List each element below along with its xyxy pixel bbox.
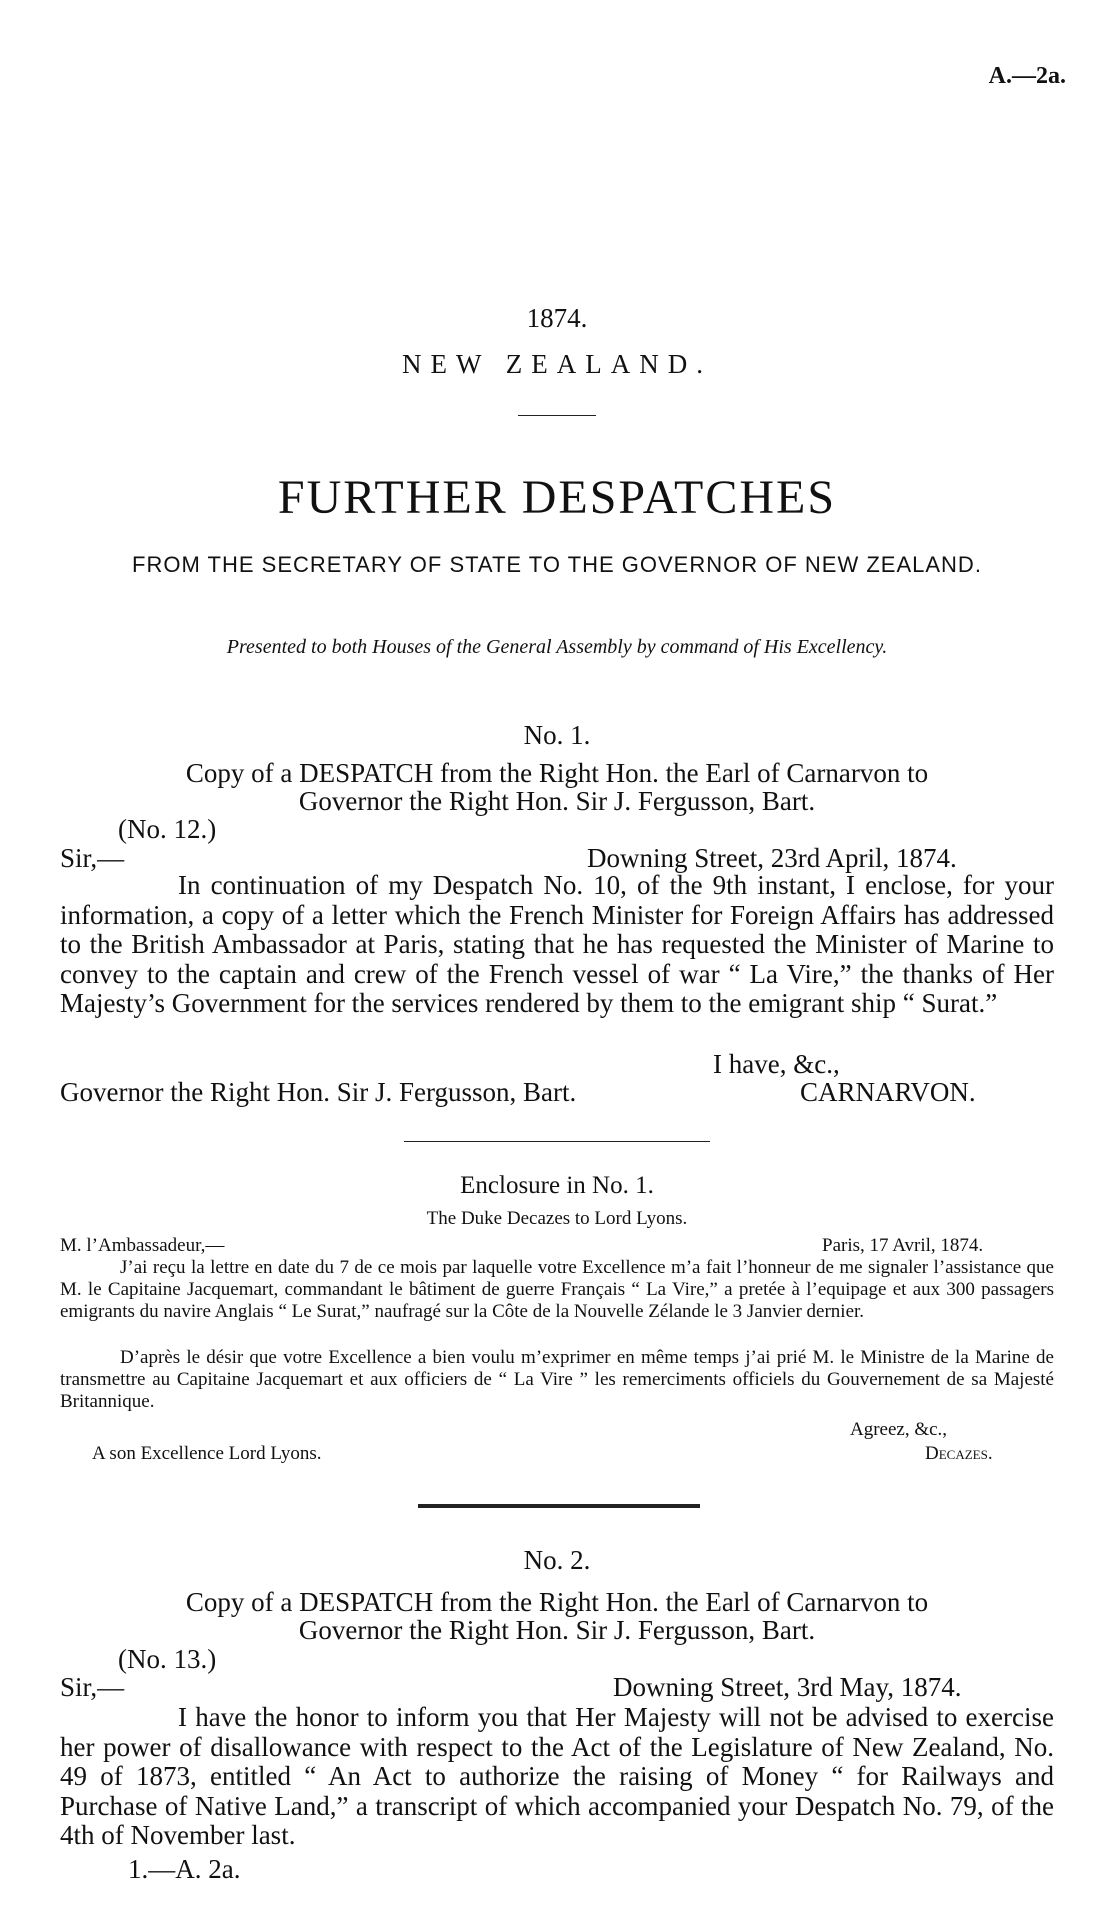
presented-note: Presented to both Houses of the General Assembly by command of His Excellency. [226, 636, 888, 658]
despatch-body-text: In continuation of my Despatch No. 10, of the 9th instant, I enclose, for your information, a copy of a letter which the French Minister for Foreign Affairs has addressed to the British Ambassador at Paris, stating that he has requested the Minister of Marine to convey to the captain and crew of the French vessel of war “ La Vire,” the thanks of Her Majesty’s Government for the services rendered by them to the emigrant ship “ Surat.” [60, 870, 1054, 1018]
country-heading: NEW ZEALAND. [402, 349, 712, 379]
addressee: Governor the Right Hon. Sir J. Fergusson, Bart. [60, 1077, 577, 1107]
section-rule [404, 1141, 710, 1142]
document-subtitle: FROM THE SECRETARY OF STATE TO THE GOVERNOR OF NEW ZEALAND. [132, 552, 982, 577]
salutation: Sir,— [60, 843, 125, 873]
despatch-number: No. 1. [523, 720, 591, 750]
despatch2-body-text: I have the honor to inform you that Her Majesty will not be advised to exercise her power of disallowance with respect to the Act of the Legislature of New Zealand, No. 49 of 1873, entitled “ An Act to authorize the raising of Money “ for Railways and Purchase of Native Land,” a transcript of which accompanied your Despatch No. 79, of the 4th of November last. [60, 1702, 1054, 1850]
enclosure-paragraph-2 [60, 1347, 1054, 1413]
year: 1874. [526, 303, 588, 333]
enclosure-paragraph-1 [60, 1257, 1054, 1345]
despatch2-heading-line2: Governor the Right Hon. Sir J. Fergusson, Bart. [298, 1615, 816, 1645]
page-reference: A.—2a. [988, 63, 1066, 89]
despatch2-place-date: Downing Street, 3rd May, 1874. [613, 1672, 962, 1702]
enclosure-signature: Decazes. [925, 1443, 993, 1464]
despatch-heading-line1: Copy of a DESPATCH from the Right Hon. the Earl of Carnarvon to [185, 758, 929, 788]
despatch-ref: (No. 12.) [118, 814, 217, 844]
place-date: Downing Street, 23rd April, 1874. [587, 843, 957, 873]
despatch-heading-line2: Governor the Right Hon. Sir J. Fergusson, Bart. [298, 786, 816, 816]
document-title: FURTHER DESPATCHES [277, 471, 837, 524]
enclosure-salutation: M. l’Ambassadeur,— [60, 1235, 225, 1256]
enclosure-paragraph-2-text: D’après le désir que votre Excellence a bien voulu m’exprimer en même temps j’ai prié M. le Ministre de la Marine de transmettre au Capitaine Jacquemart et aux officiers de “ La Vire ” les remerciments officiels du Gouvernement de sa Majesté Britannique. [60, 1347, 1054, 1412]
despatch2-body [60, 1703, 1054, 1851]
despatch2-heading-line1: Copy of a DESPATCH from the Right Hon. the Earl of Carnarvon to [185, 1587, 929, 1617]
enclosure-place-date: Paris, 17 Avril, 1874. [822, 1235, 984, 1256]
enclosure-paragraph-1-text: J’ai reçu la lettre en date du 7 de ce mois par laquelle votre Excellence m’a fait l’honneur de me signaler l’assistance que M. le Capitaine Jacquemart, commandant le bâtiment de guerre Français “ La Vire,” a pretée à l’equipage et aux 300 passagers emigrants du navire Anglais “ Le Surat,” naufragé sur la Côte de la Nouvelle Zélande le 3 Janvier dernier. [60, 1257, 1054, 1322]
closing: I have, &c., [713, 1049, 840, 1079]
signature: CARNARVON. [800, 1077, 976, 1107]
signature-mark: 1.—A. 2a. [128, 1854, 241, 1884]
despatch2-ref: (No. 13.) [118, 1644, 217, 1674]
enclosure-subheading: The Duke Decazes to Lord Lyons. [426, 1208, 688, 1229]
heavy-section-rule [418, 1504, 700, 1508]
despatch-body [60, 871, 1054, 1049]
enclosure-closing: Agreez, &c., [850, 1419, 948, 1440]
despatch2-salutation: Sir,— [60, 1672, 125, 1702]
despatch2-number: No. 2. [523, 1545, 591, 1575]
enclosure-addressee: A son Excellence Lord Lyons. [92, 1443, 322, 1464]
enclosure-heading: Enclosure in No. 1. [460, 1172, 654, 1199]
short-rule [518, 415, 596, 416]
